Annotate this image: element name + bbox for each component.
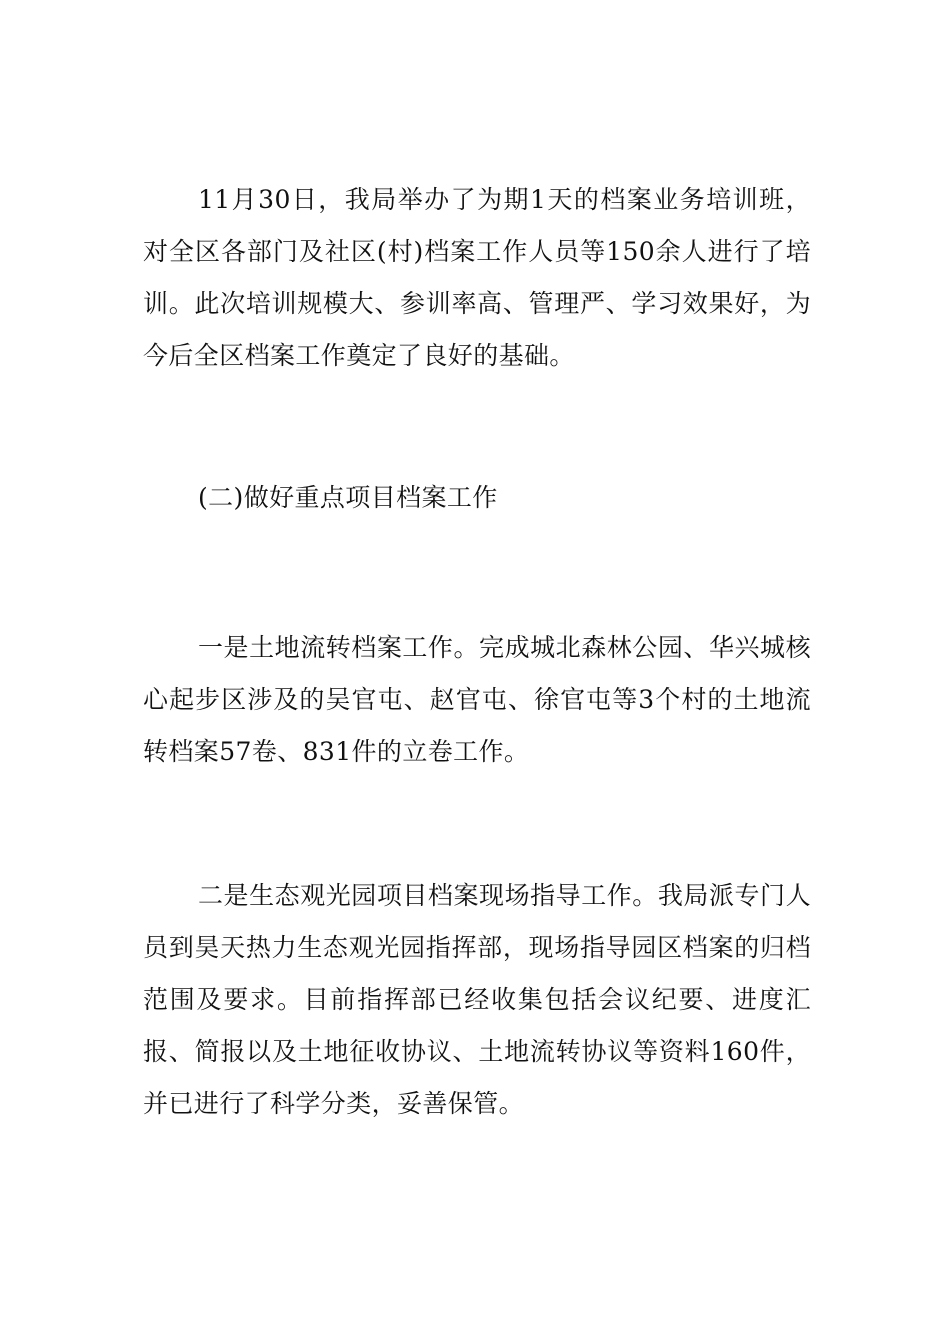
paragraph-training-class: 11月30日，我局举办了为期1天的档案业务培训班，对全区各部门及社区(村)档案工作人员等150余人进行了培训。此次培训规模大、参训率高、管理严、学习效果好，为今后全区档案工作奠定了良好的基础。 <box>143 185 811 370</box>
paragraph-land-transfer: 一是土地流转档案工作。完成城北森林公园、华兴城核心起步区涉及的吴官屯、赵官屯、徐官屯等3个村的土地流转档案57卷、831件的立卷工作。 <box>143 633 811 766</box>
paragraph-eco-park: 二是生态观光园项目档案现场指导工作。我局派专门人员到昊天热力生态观光园指挥部，现场指导园区档案的归档范围及要求。目前指挥部已经收集包括会议纪要、进度汇报、简报以及土地征收协议、土地流转协议等资料160件，并已进行了科学分类，妥善保管。 <box>143 881 811 1118</box>
section-heading-key-projects: (二)做好重点项目档案工作 <box>198 483 498 512</box>
